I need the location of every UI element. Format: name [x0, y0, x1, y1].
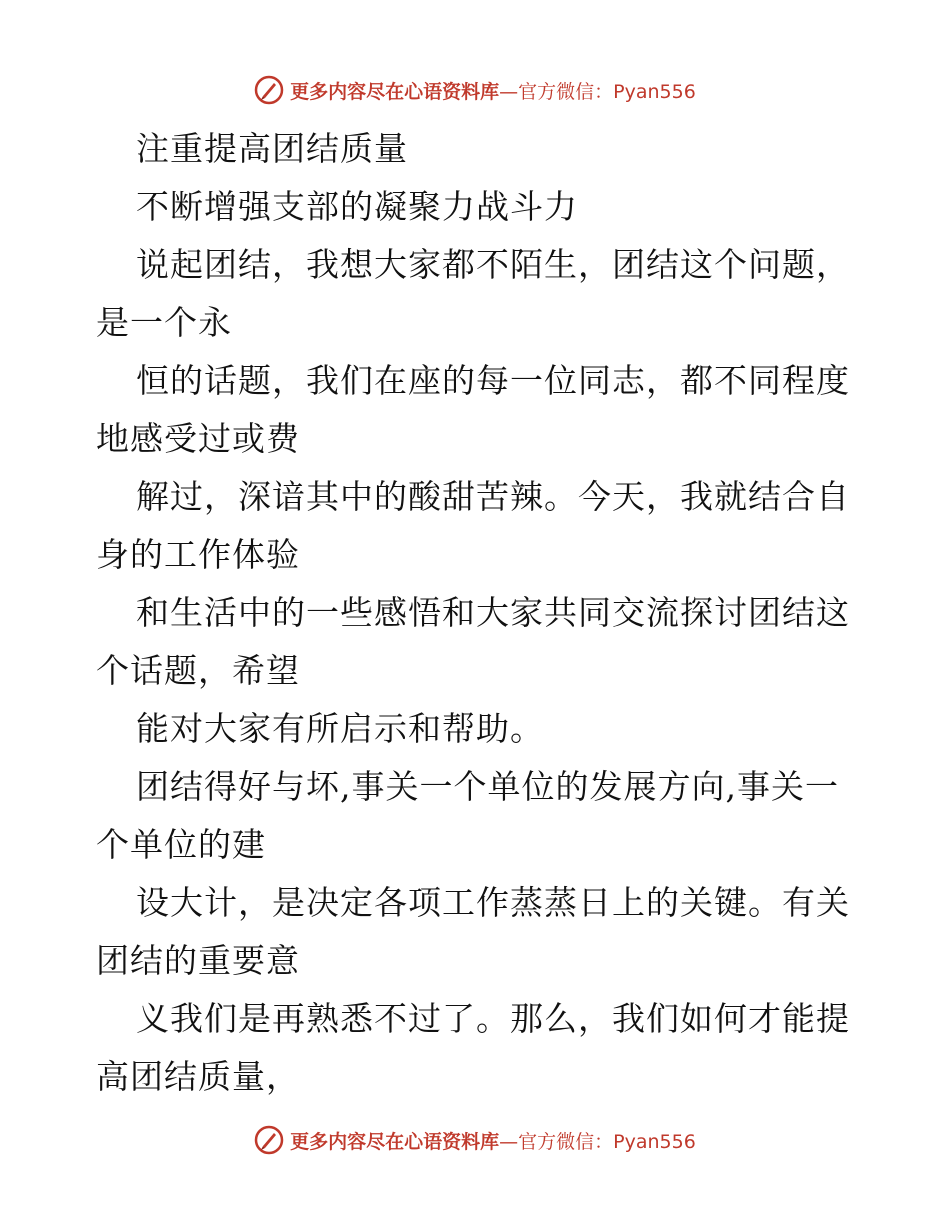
header-banner-wechat: 官方微信：Pyan556: [518, 80, 696, 103]
doc-title-line-1: 注重提高团结质量: [136, 129, 408, 168]
paragraph-line: 高团结质量，: [96, 1057, 300, 1096]
footer-banner-title: 更多内容尽在心语资料库: [290, 1130, 500, 1153]
header-banner: [0, 70, 950, 110]
paragraph-line: 身的工作体验: [96, 535, 300, 574]
paragraph-line: 个单位的建: [96, 825, 266, 864]
footer-banner-dash: —: [499, 1130, 519, 1153]
paragraph-line: 和生活中的一些感悟和大家共同交流探讨团结这: [136, 593, 850, 632]
quill-pen-logo-icon: [254, 75, 284, 105]
paragraph-line: 解过，深谙其中的酸甜苦辣。今天，我就结合自: [136, 477, 850, 516]
paragraph-line: 设大计，是决定各项工作蒸蒸日上的关键。有关: [136, 883, 850, 922]
doc-title-line-2: 不断增强支部的凝聚力战斗力: [136, 187, 578, 226]
paragraph-line: 团结的重要意: [96, 941, 300, 980]
header-banner-dash: —: [499, 80, 519, 103]
paragraph-line: 个话题，希望: [96, 651, 300, 690]
footer-banner-wechat: 官方微信：Pyan556: [518, 1130, 696, 1153]
footer-banner-text: [290, 1127, 696, 1154]
paragraph-line: 地感受过或费: [96, 419, 300, 458]
paragraph-line: 恒的话题，我们在座的每一位同志，都不同程度: [136, 361, 850, 400]
footer-banner: [0, 1120, 950, 1160]
quill-pen-logo-icon: [254, 1125, 284, 1155]
paragraph-line: 能对大家有所启示和帮助。: [136, 709, 544, 748]
paragraph-line: 说起团结，我想大家都不陌生，团结这个问题，: [136, 245, 850, 284]
document-body: [96, 120, 856, 1106]
header-banner-text: [290, 77, 696, 104]
paragraph-line: 是一个永: [96, 303, 232, 342]
header-banner-title: 更多内容尽在心语资料库: [290, 80, 500, 103]
paragraph-line: 义我们是再熟悉不过了。那么，我们如何才能提: [136, 999, 850, 1038]
paragraph-line: 团结得好与坏,事关一个单位的发展方向,事关一: [136, 767, 839, 806]
